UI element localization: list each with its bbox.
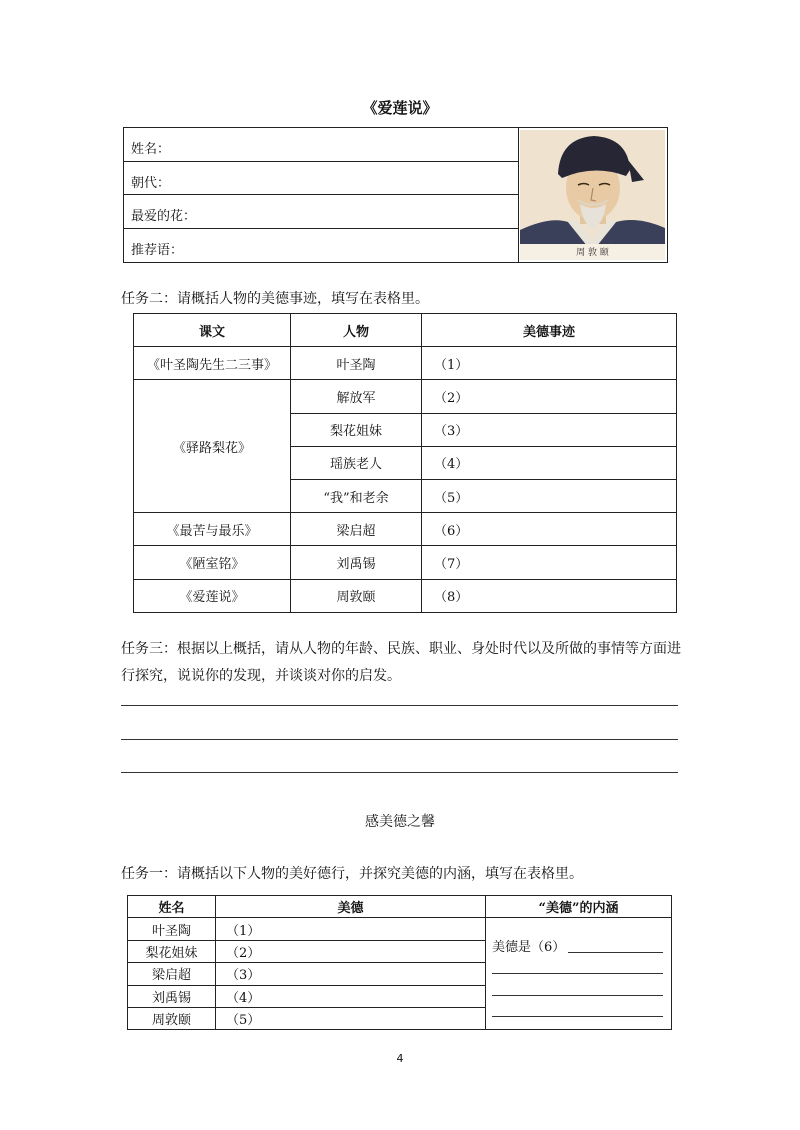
field-recommendation: 推荐语：: [131, 242, 184, 258]
answer-line[interactable]: [121, 772, 678, 773]
virtue-meaning-table: [127, 895, 672, 1030]
table-row: [134, 513, 677, 546]
portrait-image: [520, 130, 665, 260]
person-cell: 周敦颐: [291, 579, 422, 612]
header-meaning: “美德”的内涵: [486, 896, 672, 918]
answer-line[interactable]: [121, 739, 678, 740]
table-row: [128, 918, 672, 940]
table-row: [134, 347, 677, 380]
profile-card: [123, 127, 668, 263]
deeds-input-cell[interactable]: （6）: [422, 513, 677, 546]
person-cell: 解放军: [291, 380, 422, 413]
text-cell: 《驿路梨花》: [134, 380, 291, 513]
section-title: 感美德之馨: [365, 814, 435, 830]
person-cell: 刘禹锡: [291, 546, 422, 579]
answer-line[interactable]: [492, 973, 663, 974]
person-cell: 梁启超: [291, 513, 422, 546]
virtue-input-cell[interactable]: （3）: [216, 963, 486, 985]
person-cell: 叶圣陶: [291, 347, 422, 380]
answer-line[interactable]: [492, 995, 663, 996]
header-deeds: 美德事迹: [422, 314, 677, 347]
header-virtue: 美德: [216, 896, 486, 918]
deeds-input-cell[interactable]: （5）: [422, 479, 677, 512]
deeds-input-cell[interactable]: （2）: [422, 380, 677, 413]
table-header-row: [128, 896, 672, 918]
deeds-input-cell[interactable]: （4）: [422, 446, 677, 479]
virtue-input-cell[interactable]: （4）: [216, 985, 486, 1007]
deeds-input-cell[interactable]: （8）: [422, 579, 677, 612]
portrait-caption: 周 敦 颐: [576, 248, 609, 258]
person-cell: 瑶族老人: [291, 446, 422, 479]
field-name: 姓名：: [124, 128, 518, 162]
field-dynasty: 朝代：: [124, 162, 518, 196]
text-cell: 《最苦与最乐》: [134, 513, 291, 546]
deeds-input-cell[interactable]: （1）: [422, 347, 677, 380]
person-cell: 梨花姐妹: [291, 413, 422, 446]
text-cell: 《叶圣陶先生二三事》: [134, 347, 291, 380]
virtue-input-cell[interactable]: （5）: [216, 1007, 486, 1029]
header-name: 姓名: [128, 896, 216, 918]
name-cell: 刘禹锡: [128, 985, 216, 1007]
page-number: 4: [396, 1052, 404, 1065]
answer-line[interactable]: [568, 952, 663, 953]
name-cell: 周敦颐: [128, 1007, 216, 1029]
name-cell: 梨花姐妹: [128, 940, 216, 962]
field-favorite-flower: 最爱的花：: [124, 195, 518, 229]
meaning-cell[interactable]: [486, 918, 672, 1030]
meaning-prompt: 美德是（6）: [492, 940, 566, 956]
task1-heading: 任务一：请概括以下人物的美好德行，并探究美德的内涵，填写在表格里。: [121, 866, 583, 882]
table-header-row: [134, 314, 677, 347]
answer-line[interactable]: [492, 1016, 663, 1017]
virtue-input-cell[interactable]: （1）: [216, 918, 486, 940]
deeds-input-cell[interactable]: （7）: [422, 546, 677, 579]
text-cell: 《爱莲说》: [134, 579, 291, 612]
task2-heading: 任务二：请概括人物的美德事迹，填写在表格里。: [121, 291, 429, 307]
deeds-input-cell[interactable]: （3）: [422, 413, 677, 446]
person-cell: “我”和老余: [291, 479, 422, 512]
name-cell: 叶圣陶: [128, 918, 216, 940]
text-cell: 《陋室铭》: [134, 546, 291, 579]
header-text: 课文: [134, 314, 291, 347]
virtue-deeds-table: [133, 313, 677, 613]
profile-fields: [124, 128, 519, 262]
lotus-essay-title: 《爱莲说》: [362, 99, 438, 117]
task3-heading: 任务三：根据以上概括，请从人物的年龄、民族、职业、身处时代以及所做的事情等方面进行探究，说说你的发现，并谈谈对你的启发。: [121, 641, 681, 684]
answer-line[interactable]: [121, 705, 678, 706]
name-cell: 梁启超: [128, 963, 216, 985]
table-row: [134, 380, 677, 413]
table-row: [134, 579, 677, 612]
virtue-input-cell[interactable]: （2）: [216, 940, 486, 962]
table-row: [134, 546, 677, 579]
header-person: 人物: [291, 314, 422, 347]
